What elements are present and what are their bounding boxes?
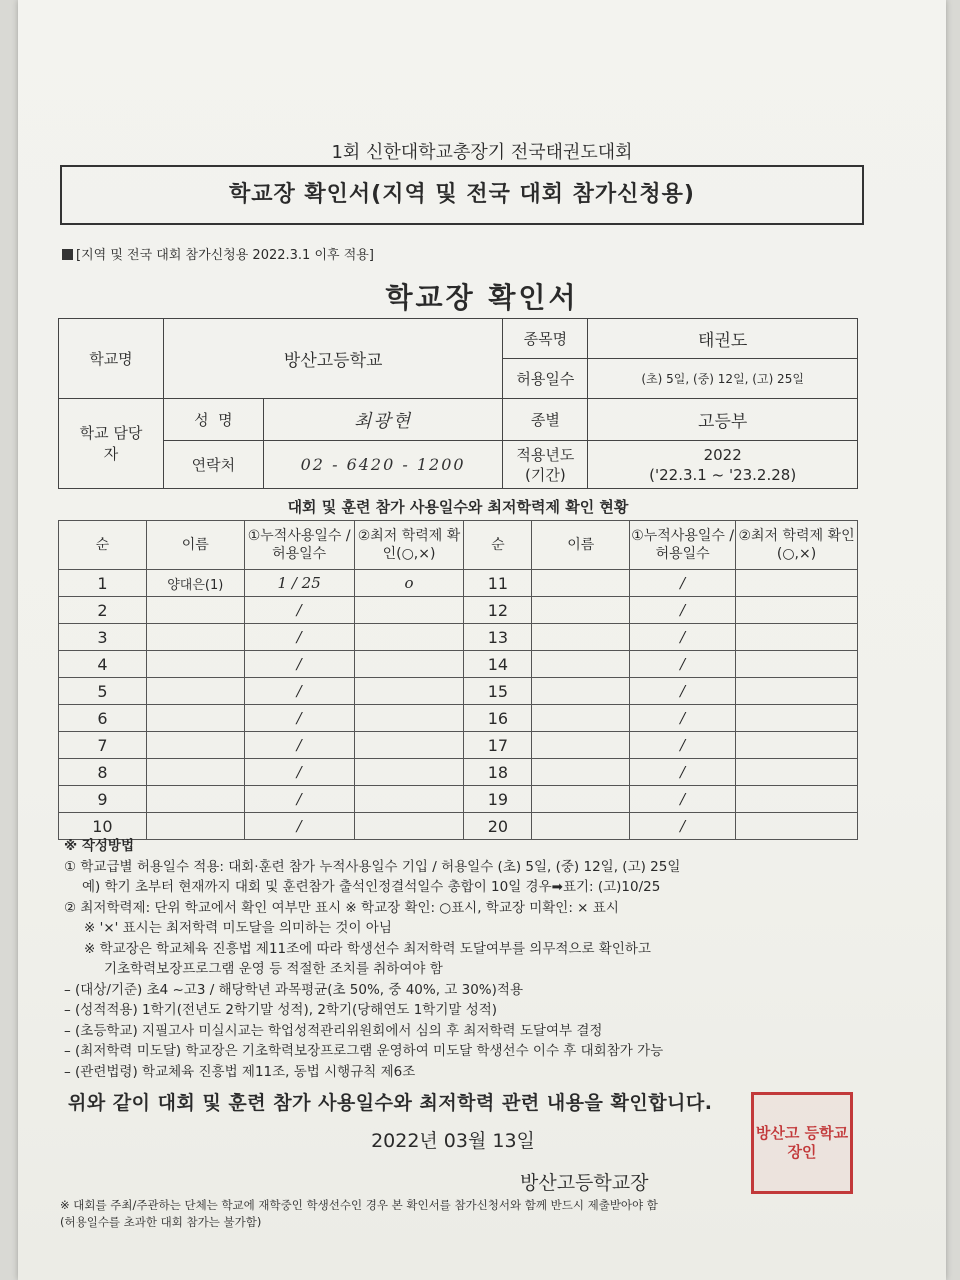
row-check bbox=[354, 786, 464, 813]
contact-label: 연락처 bbox=[163, 441, 263, 489]
row-name bbox=[146, 786, 244, 813]
row-no: 20 bbox=[464, 813, 532, 840]
info-table bbox=[58, 318, 858, 489]
row-no: 3 bbox=[59, 624, 147, 651]
instruction-line: ② 최저학력제: 단위 학교에서 확인 여부만 표시 ※ 학교장 확인: ○표시, 학교장 미확인: × 표시 bbox=[64, 899, 619, 916]
header-name: 이름 bbox=[146, 521, 244, 570]
row-no: 12 bbox=[464, 597, 532, 624]
row-no: 15 bbox=[464, 678, 532, 705]
instruction-line: ※ 학교장은 학교체육 진흥법 제11조에 따라 학생선수 최저학력 도달여부를 의무적으로 확인하고 bbox=[84, 940, 651, 957]
row-name bbox=[532, 786, 630, 813]
table-row bbox=[59, 624, 858, 651]
row-check bbox=[354, 678, 464, 705]
row-check bbox=[354, 624, 464, 651]
row-days: / bbox=[244, 651, 354, 678]
row-name bbox=[146, 759, 244, 786]
row-days: / bbox=[244, 759, 354, 786]
row-check bbox=[354, 732, 464, 759]
row-days: / bbox=[630, 570, 736, 597]
instruction-line: – (초등학교) 지필고사 미실시교는 학업성적관리위원회에서 심의 후 최저학력 도달여부 결정 bbox=[64, 1022, 603, 1039]
row-no: 9 bbox=[59, 786, 147, 813]
instruction-line: – (관련법령) 학교체육 진흥법 제11조, 동법 시행규칙 제6조 bbox=[64, 1063, 416, 1080]
row-check bbox=[354, 705, 464, 732]
row-check bbox=[736, 624, 858, 651]
handwritten-contact: 02 - 6420 - 1200 bbox=[300, 455, 466, 474]
contact-value bbox=[263, 441, 503, 489]
row-days: / bbox=[630, 813, 736, 840]
row-name bbox=[532, 705, 630, 732]
row-days: / bbox=[630, 705, 736, 732]
row-no: 4 bbox=[59, 651, 147, 678]
table-row bbox=[59, 597, 858, 624]
row-check: o bbox=[354, 570, 464, 597]
row-days: / bbox=[244, 786, 354, 813]
row-no: 17 bbox=[464, 732, 532, 759]
row-days: / bbox=[244, 732, 354, 759]
document-page bbox=[18, 0, 946, 1280]
instruction-line: ① 학교급별 허용일수 적용: 대회·훈련 참가 누적사용일수 기입 / 허용일수 (초) 5일, (중) 12일, (고) 25일 bbox=[64, 858, 681, 875]
header-name: 이름 bbox=[532, 521, 630, 570]
seal-text: 방산고 등학교 장인 bbox=[755, 1124, 849, 1161]
row-no: 13 bbox=[464, 624, 532, 651]
instruction-line: – (성적적용) 1학기(전년도 2학기말 성적), 2학기(당해연도 1학기말 성적) bbox=[64, 1002, 498, 1018]
row-no: 11 bbox=[464, 570, 532, 597]
table-row bbox=[59, 705, 858, 732]
confirm-date: 2022년 03월 13일 bbox=[371, 1130, 535, 1152]
sport-label: 종목명 bbox=[503, 319, 588, 359]
row-name bbox=[146, 624, 244, 651]
table-row bbox=[59, 732, 858, 759]
row-name bbox=[532, 651, 630, 678]
year-value-cell bbox=[588, 441, 858, 489]
row-no: 5 bbox=[59, 678, 147, 705]
row-name bbox=[532, 597, 630, 624]
row-check bbox=[354, 597, 464, 624]
row-name bbox=[146, 651, 244, 678]
division-value: 고등부 bbox=[588, 399, 858, 441]
event-title: 1회 신한대학교총장기 전국태권도대회 bbox=[331, 142, 633, 163]
row-days: / bbox=[630, 597, 736, 624]
name-value bbox=[263, 399, 503, 441]
row-days: / bbox=[630, 786, 736, 813]
form-title: 학교장 확인서(지역 및 전국 대회 참가신청용) bbox=[229, 182, 695, 207]
row-no: 14 bbox=[464, 651, 532, 678]
row-check bbox=[736, 705, 858, 732]
name-label: 성 명 bbox=[163, 399, 263, 441]
row-name bbox=[532, 732, 630, 759]
table-row bbox=[59, 651, 858, 678]
table-row bbox=[59, 786, 858, 813]
table-row bbox=[59, 570, 858, 597]
row-days: 1 / 25 bbox=[244, 570, 354, 597]
row-check bbox=[736, 651, 858, 678]
official-seal-stamp bbox=[751, 1092, 853, 1194]
allowed-days-value: (초) 5일, (중) 12일, (고) 25일 bbox=[588, 359, 858, 399]
row-check bbox=[736, 786, 858, 813]
handwritten-name: 최광현 bbox=[354, 410, 413, 432]
row-days: / bbox=[244, 597, 354, 624]
row-name bbox=[146, 597, 244, 624]
instruction-line: ※ '×' 표시는 최저학력 미도달을 의미하는 것이 아님 bbox=[84, 920, 392, 936]
row-check bbox=[736, 732, 858, 759]
form-note-text: [지역 및 전국 대회 참가신청용 2022.3.1 이후 적용] bbox=[76, 248, 374, 263]
row-check bbox=[354, 651, 464, 678]
header-no: 순 bbox=[59, 521, 147, 570]
row-name bbox=[146, 705, 244, 732]
row-check bbox=[736, 759, 858, 786]
row-name bbox=[146, 678, 244, 705]
row-name bbox=[146, 732, 244, 759]
form-note bbox=[62, 244, 374, 263]
days-table-header bbox=[59, 521, 858, 570]
row-no: 2 bbox=[59, 597, 147, 624]
instructions bbox=[64, 836, 884, 1082]
row-no: 19 bbox=[464, 786, 532, 813]
square-bullet-icon bbox=[62, 249, 73, 260]
instruction-line: – (최저학력 미도달) 학교장은 기초학력보장프로그램 운영하여 미도달 학생선수 이수 후 대회참가 가능 bbox=[64, 1043, 664, 1059]
sport-value: 태권도 bbox=[588, 319, 858, 359]
footnote-line: ※ 대회를 주최/주관하는 단체는 학교에 재학중인 학생선수인 경우 본 확인서를 참가신청서와 함께 반드시 제출받아야 함 bbox=[60, 1198, 658, 1212]
row-check bbox=[736, 678, 858, 705]
row-name bbox=[532, 678, 630, 705]
row-days: / bbox=[244, 624, 354, 651]
row-no: 16 bbox=[464, 705, 532, 732]
school-value: 방산고등학교 bbox=[163, 319, 503, 399]
principal-name: 방산고등학교장 bbox=[520, 1172, 649, 1194]
row-days: / bbox=[630, 759, 736, 786]
row-name: 양대은(1) bbox=[146, 570, 244, 597]
header-check: ②최저 학력제 확인(○,×) bbox=[354, 521, 464, 570]
row-days: / bbox=[244, 705, 354, 732]
row-check bbox=[736, 597, 858, 624]
allowed-days-label: 허용일수 bbox=[503, 359, 588, 399]
row-days: / bbox=[244, 678, 354, 705]
row-no: 6 bbox=[59, 705, 147, 732]
header-days: ①누적사용일수 /허용일수 bbox=[630, 521, 736, 570]
row-days: / bbox=[630, 624, 736, 651]
row-no: 1 bbox=[59, 570, 147, 597]
instructions-heading: ※ 작성방법 bbox=[64, 838, 134, 854]
row-no: 7 bbox=[59, 732, 147, 759]
instruction-line: 기초학력보장프로그램 운영 등 적절한 조치를 취하여야 함 bbox=[104, 961, 443, 977]
confirm-statement: 위와 같이 대회 및 훈련 참가 사용일수와 최저학력 관련 내용을 확인합니다. bbox=[68, 1092, 713, 1114]
row-name bbox=[532, 759, 630, 786]
row-no: 10 bbox=[59, 813, 147, 840]
table-row bbox=[59, 678, 858, 705]
school-label: 학교명 bbox=[59, 319, 164, 399]
row-check bbox=[736, 570, 858, 597]
footnote-line: (허용일수를 초과한 대회 참가는 불가함) bbox=[60, 1215, 262, 1229]
year-label: 적용년도 (기간) bbox=[503, 441, 588, 489]
document-title: 학교장 확인서 bbox=[385, 281, 579, 314]
row-days: / bbox=[244, 813, 354, 840]
manager-label: 학교 담당자 bbox=[59, 399, 164, 489]
header-days: ①누적사용일수 /허용일수 bbox=[244, 521, 354, 570]
instruction-line: 예) 학기 초부터 현재까지 대회 및 훈련참가 출석인정결석일수 총합이 10일 경우➡표기: (고)10/25 bbox=[82, 879, 661, 895]
row-no: 18 bbox=[464, 759, 532, 786]
table-row bbox=[59, 759, 858, 786]
row-no: 8 bbox=[59, 759, 147, 786]
days-table-title: 대회 및 훈련 참가 사용일수와 최저학력제 확인 현황 bbox=[287, 498, 629, 516]
days-table bbox=[58, 520, 858, 840]
row-days: / bbox=[630, 651, 736, 678]
form-title-box bbox=[60, 165, 864, 225]
row-name bbox=[532, 570, 630, 597]
instruction-line: – (대상/기준) 초4 ~고3 / 해당학년 과목평균(초 50%, 중 40%, 고 30%)적용 bbox=[64, 981, 523, 998]
year-value: 2022 bbox=[703, 445, 742, 464]
header-no: 순 bbox=[464, 521, 532, 570]
header-check: ②최저 학력제 확인(○,×) bbox=[736, 521, 858, 570]
division-label: 종별 bbox=[503, 399, 588, 441]
row-check bbox=[354, 759, 464, 786]
row-days: / bbox=[630, 732, 736, 759]
row-days: / bbox=[630, 678, 736, 705]
footnote bbox=[60, 1197, 890, 1231]
period-value: ('22.3.1 ~ '23.2.28) bbox=[649, 465, 797, 484]
row-name bbox=[532, 624, 630, 651]
